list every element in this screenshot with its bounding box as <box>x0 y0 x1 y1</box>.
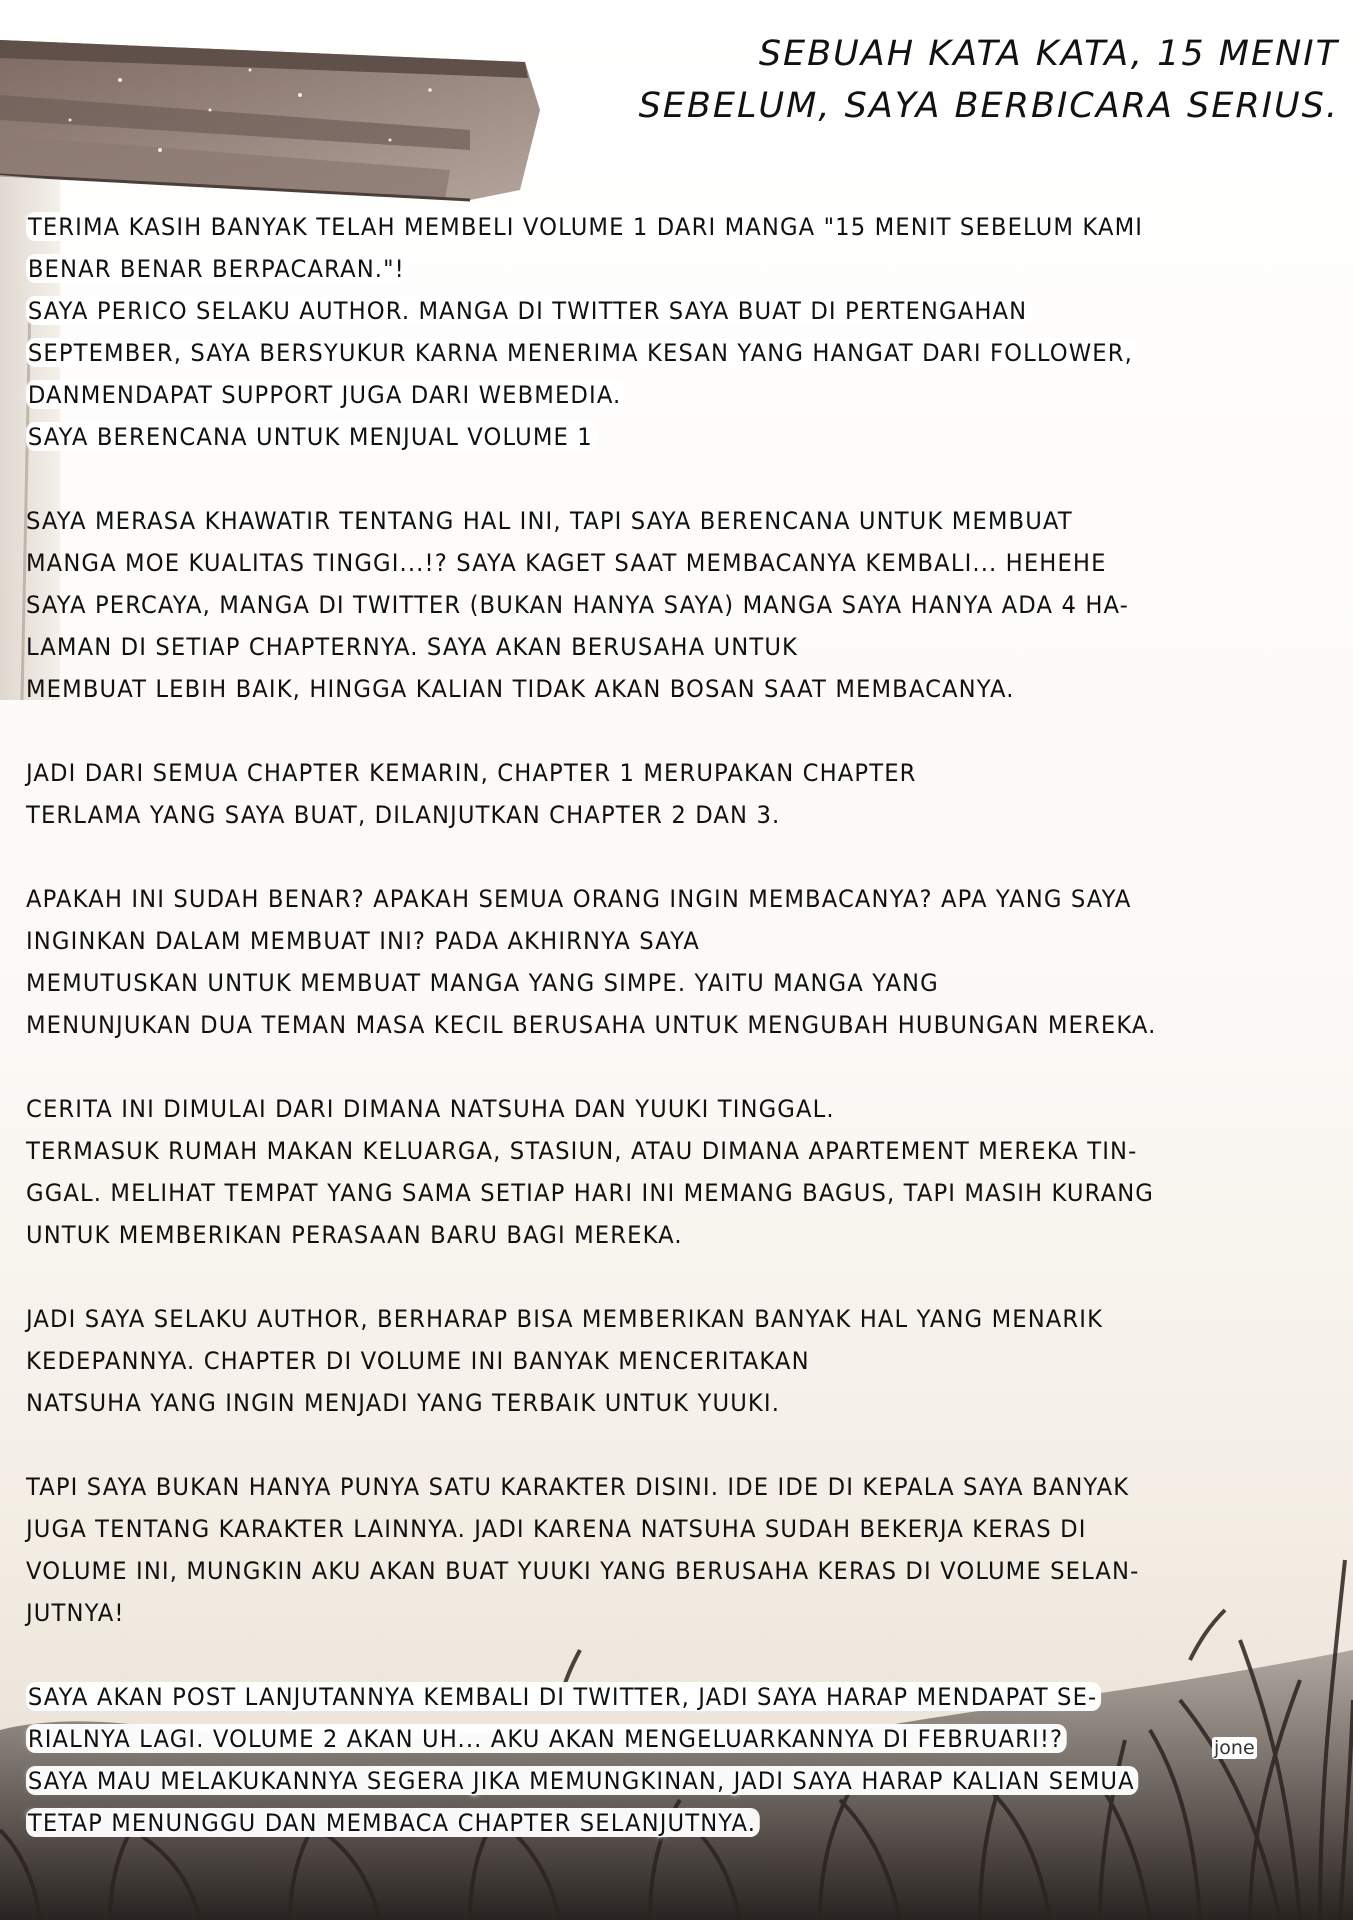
text-line: SAYA MAU MELAKUKANNYA SEGERA JIKA MEMUNGKINAN, JADI SAYA HARAP KALIAN SEMUA <box>26 1766 1138 1795</box>
text-line: JUTNYA! <box>26 1598 125 1627</box>
text-line: SEPTEMBER, SAYA BERSYUKUR KARNA MENERIMA KESAN YANG HANGAT DARI FOLLOWER, <box>26 338 1137 367</box>
translator-credit: jone <box>1214 1737 1255 1759</box>
text-line: SAYA PERCAYA, MANGA DI TWITTER (BUKAN HANYA SAYA) MANGA SAYA HANYA ADA 4 HA- <box>26 590 1129 619</box>
text-line: VOLUME INI, MUNGKIN AKU AKAN BUAT YUUKI YANG BERUSAHA KERAS DI VOLUME SELAN- <box>26 1556 1140 1585</box>
text-line: SAYA PERICO SELAKU AUTHOR. MANGA DI TWITTER SAYA BUAT DI PERTENGAHAN <box>26 296 1031 325</box>
text-line: MANGA MOE KUALITAS TINGGI...!? SAYA KAGET SAAT MEMBACANYA KEMBALI... HEHEHE <box>26 548 1107 577</box>
text-line: TETAP MENUNGGU DAN MEMBACA CHAPTER SELANJUTNYA. <box>26 1808 760 1837</box>
text-line: APAKAH INI SUDAH BENAR? APAKAH SEMUA ORANG INGIN MEMBACANYA? APA YANG SAYA <box>26 884 1132 913</box>
text-line: RIALNYA LAGI. VOLUME 2 AKAN UH... AKU AKAN MENGELUARKANNYA DI FEBRUARI!? <box>26 1724 1067 1753</box>
paragraph-4 <box>26 878 1244 1046</box>
text-line: CERITA INI DIMULAI DARI DIMANA NATSUHA DAN YUUKI TINGGAL. <box>26 1094 835 1123</box>
text-line: TERIMA KASIH BANYAK TELAH MEMBELI VOLUME 1 DARI MANGA "15 MENIT SEBELUM KAMI <box>26 212 1147 241</box>
text-line: TERMASUK RUMAH MAKAN KELUARGA, STASIUN, ATAU DIMANA APARTEMENT MEREKA TIN- <box>26 1136 1138 1165</box>
paragraph-3 <box>26 752 1244 836</box>
text-line: JADI DARI SEMUA CHAPTER KEMARIN, CHAPTER 1 MERUPAKAN CHAPTER <box>26 758 917 787</box>
title-line-1: SEBUAH KATA KATA, 15 MENIT <box>758 34 1339 74</box>
text-line: UNTUK MEMBERIKAN PERASAAN BARU BAGI MEREKA. <box>26 1220 683 1249</box>
roof-eave <box>0 40 540 200</box>
paragraph-2 <box>26 500 1244 710</box>
text-line: DANMENDAPAT SUPPORT JUGA DARI WEBMEDIA. <box>26 380 625 409</box>
text-line: TAPI SAYA BUKAN HANYA PUNYA SATU KARAKTER DISINI. IDE IDE DI KEPALA SAYA BANYAK <box>26 1472 1130 1501</box>
text-line: KEDEPANNYA. CHAPTER DI VOLUME INI BANYAK MENCERITAKAN <box>26 1346 810 1375</box>
paragraph-8 <box>26 1676 1244 1844</box>
paragraph-7 <box>26 1466 1244 1634</box>
text-line: NATSUHA YANG INGIN MENJADI YANG TERBAIK UNTUK YUUKI. <box>26 1388 781 1417</box>
text-line: LAMAN DI SETIAP CHAPTERNYA. SAYA AKAN BERUSAHA UNTUK <box>26 632 799 661</box>
text-line: TERLAMA YANG SAYA BUAT, DILANJUTKAN CHAPTER 2 DAN 3. <box>26 800 781 829</box>
text-line: SAYA AKAN POST LANJUTANNYA KEMBALI DI TWITTER, JADI SAYA HARAP MENDAPAT SE- <box>26 1682 1101 1711</box>
text-line: JUGA TENTANG KARAKTER LAINNYA. JADI KARENA NATSUHA SUDAH BEKERJA KERAS DI <box>26 1514 1087 1543</box>
author-note-body <box>26 206 1244 1886</box>
text-line: SAYA BERENCANA UNTUK MENJUAL VOLUME 1 <box>26 422 597 451</box>
text-line: GGAL. MELIHAT TEMPAT YANG SAMA SETIAP HARI INI MEMANG BAGUS, TAPI MASIH KURANG <box>26 1178 1155 1207</box>
text-line: MENUNJUKAN DUA TEMAN MASA KECIL BERUSAHA UNTUK MENGUBAH HUBUNGAN MEREKA. <box>26 1010 1157 1039</box>
text-line: INGINKAN DALAM MEMBUAT INI? PADA AKHIRNYA SAYA <box>26 926 700 955</box>
paragraph-1 <box>26 206 1244 458</box>
title-line-2: SEBELUM, SAYA BERBICARA SERIUS. <box>638 86 1339 126</box>
paragraph-6 <box>26 1298 1244 1424</box>
page-title <box>619 28 1339 132</box>
paragraph-5 <box>26 1088 1244 1256</box>
text-line: JADI SAYA SELAKU AUTHOR, BERHARAP BISA MEMBERIKAN BANYAK HAL YANG MENARIK <box>26 1304 1104 1333</box>
text-line: SAYA MERASA KHAWATIR TENTANG HAL INI, TAPI SAYA BERENCANA UNTUK MEMBUAT <box>26 506 1073 535</box>
text-line: MEMBUAT LEBIH BAIK, HINGGA KALIAN TIDAK AKAN BOSAN SAAT MEMBACANYA. <box>26 674 1015 703</box>
text-line: BENAR BENAR BERPACARAN."! <box>26 254 409 283</box>
text-line: MEMUTUSKAN UNTUK MEMBUAT MANGA YANG SIMPE. YAITU MANGA YANG <box>26 968 939 997</box>
